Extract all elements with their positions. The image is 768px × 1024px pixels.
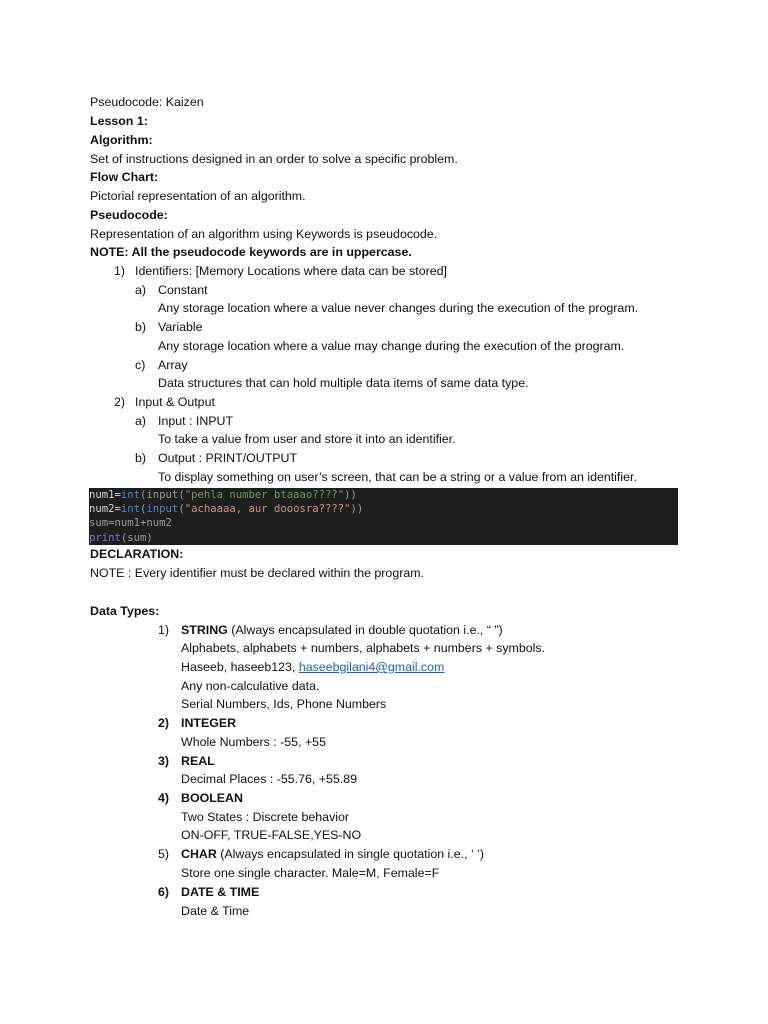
string-item	[181, 622, 503, 638]
boolean-text-2: ON-OFF, TRUE-FALSE,YES-NO	[181, 828, 362, 842]
list-number: 2)	[114, 395, 126, 409]
datetime-text: Date & Time	[181, 904, 250, 918]
code-token: "pehla number btaaao????"	[184, 489, 345, 501]
uppercase-note: NOTE: All the pseudocode keywords are in uppercase.	[90, 245, 412, 259]
code-token: print	[89, 531, 121, 544]
char-item	[181, 846, 484, 862]
code-token: num2=	[89, 503, 121, 516]
real-text: Decimal Places : -55.76, +55.89	[181, 772, 357, 786]
list-number: 4)	[158, 791, 170, 805]
io-item: Input & Output	[135, 395, 215, 409]
char-keyword: CHAR	[181, 847, 217, 861]
email-link[interactable]: haseebgilani4@gmail.com	[298, 660, 445, 674]
code-line-1	[89, 488, 678, 502]
code-block	[89, 488, 678, 545]
output-text: To display something on user’s screen, that can be a string or a value from an identifier.	[158, 470, 637, 484]
code-token: (	[178, 489, 185, 501]
algorithm-text: Set of instructions designed in an order to solve a specific problem.	[90, 152, 458, 166]
constant-item: Constant	[158, 283, 208, 297]
code-token: input	[146, 503, 179, 516]
lesson-heading: Lesson 1:	[90, 114, 148, 128]
boolean-text-1: Two States : Discrete behavior	[181, 810, 350, 824]
code-token: int	[120, 503, 141, 516]
array-item: Array	[158, 358, 188, 372]
list-number: 5)	[158, 847, 170, 861]
string-keyword: STRING	[181, 623, 228, 637]
code-token: input	[146, 489, 179, 501]
list-number: 6)	[158, 885, 170, 899]
code-line-3	[89, 516, 678, 530]
algorithm-heading: Algorithm:	[90, 133, 153, 147]
boolean-item: BOOLEAN	[181, 791, 243, 805]
string-text-2	[181, 659, 444, 675]
variable-text: Any storage location where a value may change during the execution of the program.	[158, 339, 625, 353]
list-letter: a)	[135, 283, 147, 297]
code-token: ))	[344, 489, 357, 501]
string-text-1: Alphabets, alphabets + numbers, alphabets + numbers + symbols.	[181, 641, 546, 655]
pseudocode-heading: Pseudocode:	[90, 208, 168, 222]
code-token: (sum)	[120, 531, 153, 544]
integer-item: INTEGER	[181, 716, 237, 730]
integer-text: Whole Numbers : -55, +55	[181, 735, 326, 749]
code-token: (	[178, 503, 185, 516]
list-number: 2)	[158, 716, 170, 730]
doc-title: Pseudocode: Kaizen	[90, 95, 204, 109]
code-line-4	[89, 531, 678, 545]
list-letter: c)	[135, 358, 146, 372]
declaration-heading: DECLARATION:	[90, 547, 184, 561]
code-token: "achaaaa, aur dooosra????"	[184, 503, 351, 516]
code-token: ))	[350, 503, 364, 516]
list-number: 1)	[114, 264, 126, 278]
flowchart-heading: Flow Chart:	[90, 170, 159, 184]
array-text: Data structures that can hold multiple data items of same data type.	[158, 376, 529, 390]
code-token: num1=	[89, 489, 121, 501]
code-line-2	[89, 502, 678, 516]
datatypes-heading: Data Types:	[90, 604, 160, 618]
string-text-3: Any non-calculative data.	[181, 679, 320, 693]
list-letter: b)	[135, 451, 147, 465]
list-number: 1)	[158, 623, 170, 637]
code-token: (	[140, 503, 147, 516]
string-desc: (Always encapsulated in double quotation i.e., “ ”)	[227, 623, 503, 637]
string-examples: Haseeb, haseeb123,	[181, 660, 299, 674]
char-desc: (Always encapsulated in single quotation i.e., ‘ ’)	[216, 847, 485, 861]
input-text: To take a value from user and store it into an identifier.	[158, 432, 456, 446]
code-token: (	[140, 489, 147, 501]
list-number: 3)	[158, 754, 170, 768]
declaration-note: NOTE : Every identifier must be declared within the program.	[90, 566, 424, 580]
datetime-item: DATE & TIME	[181, 885, 260, 899]
code-token: sum=num1+num2	[89, 517, 172, 530]
list-letter: b)	[135, 320, 147, 334]
flowchart-text: Pictorial representation of an algorithm.	[90, 189, 306, 203]
char-text: Store one single character. Male=M, Female=F	[181, 866, 440, 880]
input-item: Input : INPUT	[158, 414, 234, 428]
real-item: REAL	[181, 754, 215, 768]
list-letter: a)	[135, 414, 147, 428]
constant-text: Any storage location where a value never changes during the execution of the program.	[158, 301, 639, 315]
code-token: int	[120, 489, 141, 501]
pseudocode-text: Representation of an algorithm using Keywords is pseudocode.	[90, 227, 438, 241]
identifiers-item: Identifiers: [Memory Locations where data can be stored]	[135, 264, 447, 278]
output-item: Output : PRINT/OUTPUT	[158, 451, 298, 465]
string-text-4: Serial Numbers, Ids, Phone Numbers	[181, 697, 387, 711]
variable-item: Variable	[158, 320, 203, 334]
